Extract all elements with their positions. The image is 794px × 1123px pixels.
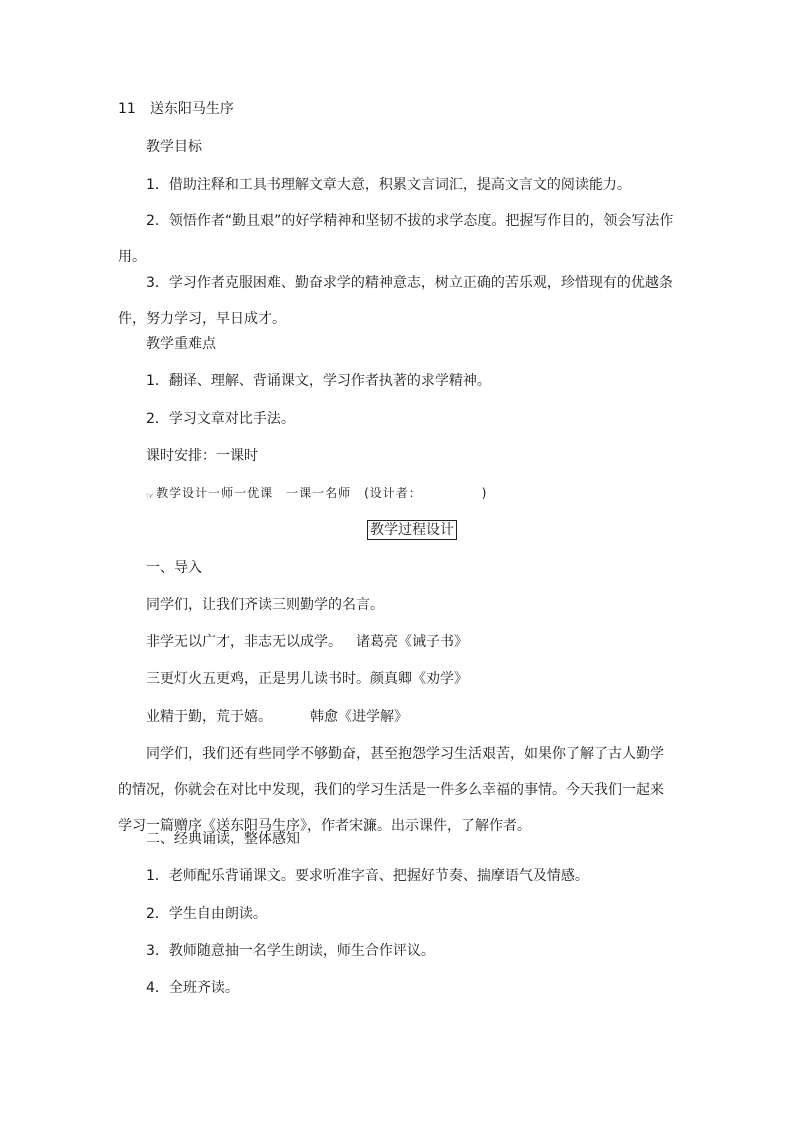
quote-source: 韩愈《进学解》: [310, 709, 408, 725]
quote-text: 三更灯火五更鸡，正是男儿读书时。: [146, 671, 370, 687]
design-line: [146, 483, 487, 507]
reading-step: 3．教师随意抽一名学生朗读，师生合作评议。: [146, 943, 435, 959]
quote-source: 颜真卿《劝学》: [370, 671, 468, 687]
section-heading-intro: 一、导入: [146, 560, 202, 576]
key-point-item: 2．学习文章对比手法。: [146, 411, 295, 427]
reading-step: 2．学生自由朗读。: [146, 906, 267, 922]
quote-source: 诸葛亮《诫子书》: [356, 634, 468, 650]
objectives-heading: 教学目标: [146, 139, 202, 155]
reading-step: 4．全班齐读。: [146, 980, 239, 996]
schedule: 课时安排：一课时: [146, 448, 258, 464]
key-points-heading: 教学重难点: [146, 336, 216, 352]
reading-step: 1．老师配乐背诵课文。要求听准字音、把握好节奏、揣摩语气及情感。: [146, 868, 589, 884]
quote-text: 业精于勤，荒于嬉。: [146, 709, 272, 725]
quote-line: [146, 707, 408, 727]
quote-line: [146, 632, 468, 652]
section-heading-reading: 二、经典诵读，整体感知: [146, 831, 300, 847]
design-line-close: ): [481, 486, 488, 500]
quote-line: [146, 669, 468, 689]
objective-item: 3．学习作者克服困难、勤奋求学的精神意志，树立正确的苦乐观，珍惜现有的优越条件，努力学习，早日成才。: [118, 275, 673, 327]
lesson-title: [118, 99, 234, 119]
key-point-item: 1．翻译、理解、背诵课文，学习作者执著的求学精神。: [146, 373, 491, 389]
objective-item: 2．领悟作者“勤且艰”的好学精神和坚韧不拔的求学态度。把握写作目的，领会写法作用。: [118, 213, 674, 265]
pointer-icon: ☞: [146, 492, 156, 502]
process-heading: 教学过程设计: [367, 520, 457, 540]
lesson-title-text: 送东阳马生序: [149, 101, 234, 117]
lesson-number: 11: [118, 101, 136, 117]
quote-text: 非学无以广才，非志无以成学。: [146, 634, 342, 650]
objective-item: 1．借助注释和工具书理解文章大意，积累文言词汇，提高文言文的阅读能力。: [146, 177, 631, 193]
intro-sentence: 同学们，让我们齐读三则勤学的名言。: [146, 597, 384, 613]
intro-paragraph: 同学们，我们还有些同学不够勤奋，甚至抱怨学习生活艰苦，如果你了解了古人勤学的情况，你就会在对比中发现，我们的学习生活是一件多么幸福的事情。今天我们一起来学习一篇赠序《送东阳马生序》，作者宋濂。出示课件，了解作者。: [118, 746, 664, 834]
design-line-text: 教学设计一师一优课 一课一名师 (设计者：: [156, 486, 422, 500]
